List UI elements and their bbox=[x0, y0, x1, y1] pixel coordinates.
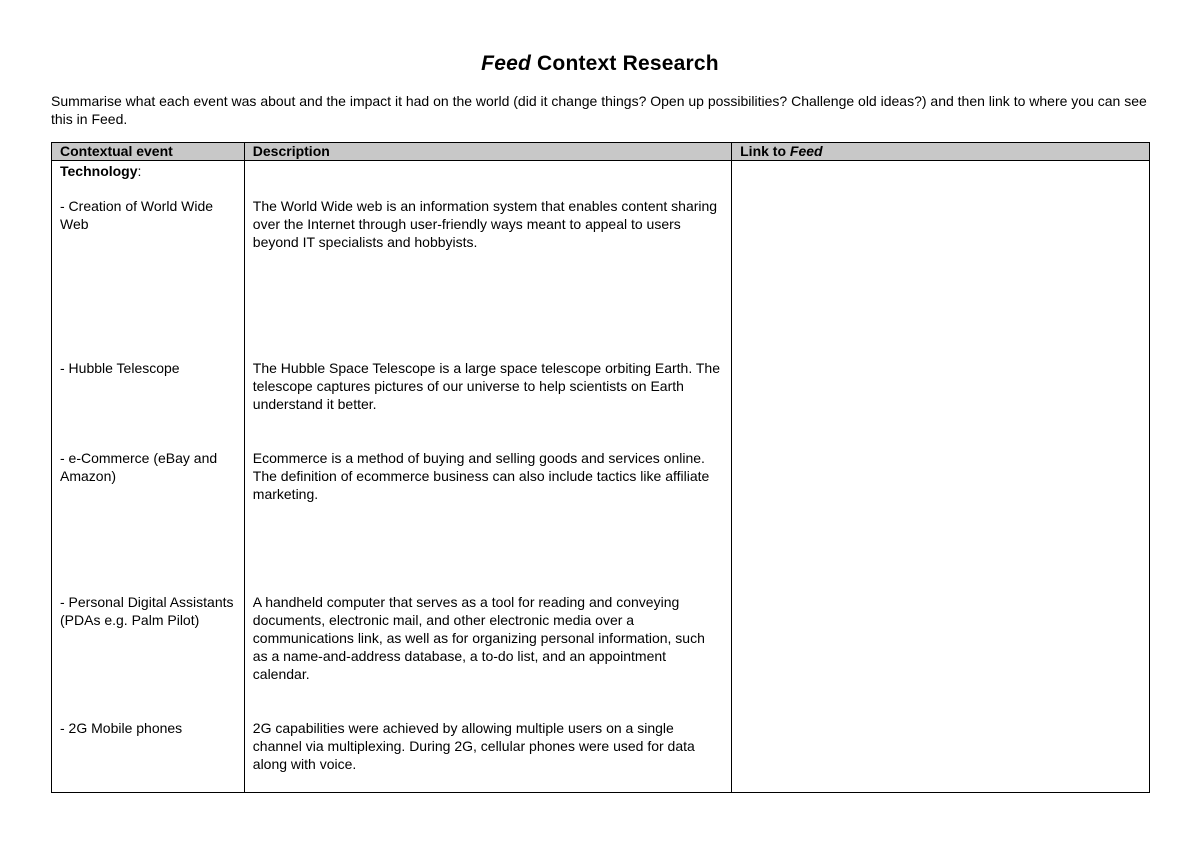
instructions-text: Summarise what each event was about and the impact it had on the world (did it change things? Open up possibilities? Challenge old ideas?) and then link to where you can see this in Feed. bbox=[51, 93, 1147, 127]
description-item: The World Wide web is an information system that enables content sharing over the Internet through user-friendly ways meant to appeal to users beyond IT specialists and hobbyists. bbox=[252, 198, 718, 250]
page-title bbox=[0, 52, 1200, 76]
event-item: - Personal Digital Assistants (PDAs e.g. Palm Pilot) bbox=[60, 594, 234, 628]
event-item: - Creation of World Wide Web bbox=[60, 198, 214, 232]
category-heading bbox=[60, 162, 141, 180]
description-item: A handheld computer that serves as a tool for reading and conveying documents, electronic mail, and other electronic media over a communications link, as well as for organizing personal information, such as a name-and-address database, a to-do list, and an appointment calendar. bbox=[252, 594, 705, 682]
event-column bbox=[52, 161, 245, 793]
context-research-table bbox=[51, 142, 1150, 793]
description-column bbox=[244, 161, 731, 793]
header-link-to-feed bbox=[732, 143, 1150, 161]
header-description: Description bbox=[244, 143, 731, 161]
description-item: Ecommerce is a method of buying and selling goods and services online. The definition of ecommerce business can also include tactics like affiliate marketing. bbox=[252, 450, 710, 502]
link-to-feed-column[interactable] bbox=[732, 161, 1150, 793]
table-header-row bbox=[52, 143, 1150, 161]
category-suffix: : bbox=[137, 163, 142, 179]
header-contextual-event: Contextual event bbox=[52, 143, 245, 161]
category-label: Technology bbox=[60, 163, 138, 179]
title-rest: Context Research bbox=[537, 52, 719, 75]
link-to-feed-cell[interactable] bbox=[740, 162, 1141, 790]
description-item: The Hubble Space Telescope is a large space telescope orbiting Earth. The telescope captures pictures of our universe to help scientists on Earth understand it better. bbox=[252, 360, 720, 412]
event-item: - Hubble Telescope bbox=[60, 360, 180, 376]
event-item: - e-Commerce (eBay and Amazon) bbox=[60, 450, 218, 484]
description-item: 2G capabilities were achieved by allowing multiple users on a single channel via multiplexing. During 2G, cellular phones were used for data along with voice. bbox=[252, 720, 695, 772]
event-item: - 2G Mobile phones bbox=[60, 720, 183, 736]
title-italic: Feed bbox=[481, 52, 531, 75]
table-body-row bbox=[52, 161, 1150, 793]
header-link-prefix: Link to bbox=[740, 143, 787, 159]
header-link-italic: Feed bbox=[789, 143, 823, 159]
